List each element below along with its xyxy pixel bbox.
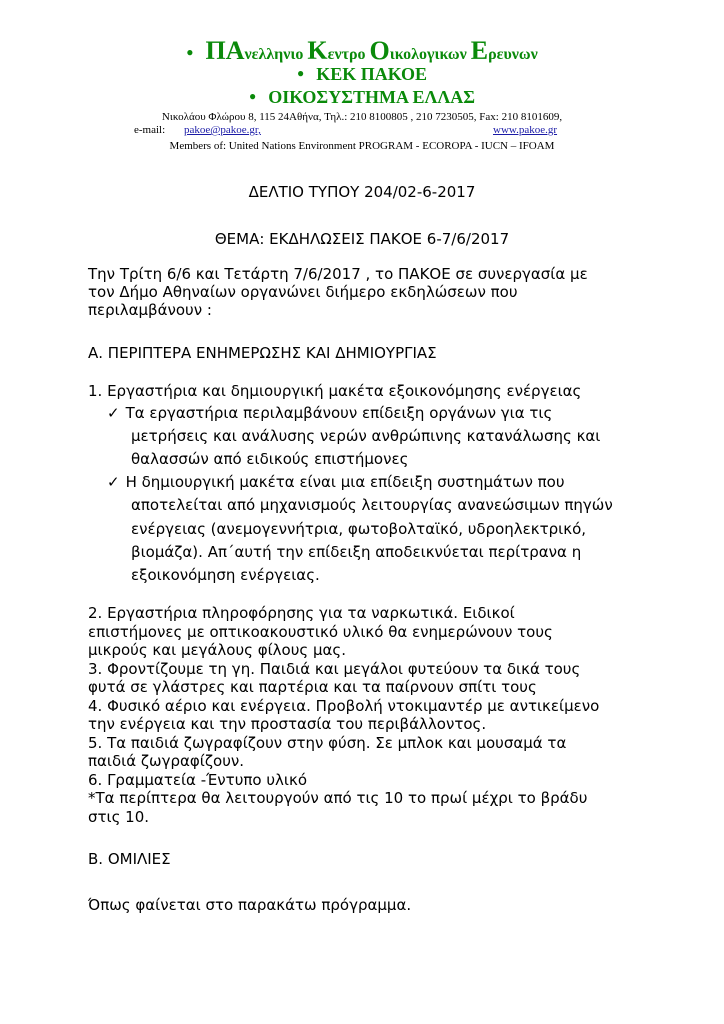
section-a-line: στις 10.	[88, 808, 150, 826]
letterhead-address: Νικολάου Φλώρου 8, 115 24Αθήνα, Τηλ.: 210 8100805 , 210 7230505, Fax: 210 8101609,	[161, 111, 563, 123]
bullet-icon: ●	[297, 66, 305, 80]
intro-line: περιλαμβάνουν :	[88, 301, 212, 319]
letterhead-ecosystem: ● ΟΙΚΟΣΥΣΤΗΜΑ ΕΛΛΑΣ	[248, 87, 476, 107]
bullet-line: ✓ Η δημιουργική μακέτα είναι μια επίδειξη συστημάτων που	[107, 473, 565, 491]
checkmark-icon: ✓	[107, 473, 120, 491]
letterhead-organization-name: ● ΠΑνελληνιο Κεντρο Οικολογικων Ερευνων	[186, 36, 538, 65]
section-a-line: φυτά σε γλάστρες και παρτέρια και τα παίρνουν σπίτι τους	[88, 678, 537, 696]
bullet-line: μετρήσεις και ανάλυσης νερών ανθρώπινης κατανάλωσης και	[131, 427, 601, 445]
bullet-line: θαλασσών από ειδικούς επιστήμονες	[131, 450, 409, 468]
bullet-line: εξοικονόμηση ενέργειας.	[131, 566, 320, 584]
bullet-icon: ●	[248, 89, 257, 103]
section-a-line: 3. Φροντίζουμε τη γη. Παιδιά και μεγάλοι φυτεύουν τα δικά τους	[88, 660, 581, 678]
email-label: e-mail:	[134, 124, 166, 136]
bullet-line: αποτελείται από μηχανισμούς λειτουργίας ανανεώσιμων πηγών	[131, 496, 613, 514]
section-a-line: επιστήμονες με οπτικοακουστικό υλικό θα ενημερώνουν τους	[88, 623, 553, 641]
bullet-line: βιομάζα). Απ΄αυτή την επίδειξη αποδεικνύεται περίτρανα η	[131, 543, 582, 561]
checkmark-icon: ✓	[107, 404, 120, 422]
section-a-line: *Τα περίπτερα θα λειτουργούν από τις 10 το πρωί μέχρι το βράδυ	[88, 789, 588, 807]
section-a-line: μικρούς και μεγάλους φίλους μας.	[88, 641, 346, 659]
bullet-line: ✓ Τα εργαστήρια περιλαμβάνουν επίδειξη οργάνων για τις	[107, 404, 553, 422]
intro-line: Την Τρίτη 6/6 και Τετάρτη 7/6/2017 , το ΠΑΚΟΕ σε συνεργασία με	[88, 265, 588, 283]
section-a-line: 4. Φυσικό αέριο και ενέργεια. Προβολή ντοκιμαντέρ με αντικείμενο	[88, 697, 600, 715]
section-a-line: την ενέργεια και την προστασία του περιβάλλοντος.	[88, 715, 487, 733]
section-a-heading: Α. ΠΕΡΙΠΤΕΡΑ ΕΝΗΜΕΡΩΣΗΣ ΚΑΙ ΔΗΜΙΟΥΡΓΙΑΣ	[88, 344, 437, 362]
section-a-line: παιδιά ζωγραφίζουν.	[88, 752, 245, 770]
email-link[interactable]: pakoe@pakoe.gr,	[184, 124, 261, 136]
letterhead-kek: ● ΚΕΚ ΠΑΚΟΕ	[297, 64, 427, 84]
bullet-line: ενέργειας (ανεμογεννήτρια, φωτοβολταϊκό, υδροηλεκτρικό,	[131, 520, 587, 538]
press-release-title: ΔΕΛΤΙΟ ΤΥΠΟΥ 204/02-6-2017	[248, 183, 476, 201]
section-b-text: Όπως φαίνεται στο παρακάτω πρόγραμμα.	[88, 896, 412, 914]
website-link[interactable]: www.pakoe.gr	[493, 124, 558, 136]
letterhead-members: Members of: United Nations Environment PROGRAM - ECOROPA - IUCN – IFOAM	[169, 140, 555, 152]
bullet-icon: ●	[186, 45, 194, 59]
section-a-line: 6. Γραμματεία -Έντυπο υλικό	[88, 771, 308, 789]
section-b-heading: Β. ΟΜΙΛΙΕΣ	[88, 850, 171, 868]
section-a-item-1: 1. Εργαστήρια και δημιουργική μακέτα εξοικονόμησης ενέργειας	[88, 382, 582, 400]
section-a-line: 2. Εργαστήρια πληροφόρησης για τα ναρκωτικά. Ειδικοί	[88, 604, 515, 622]
press-release-subject: ΘΕΜΑ: ΕΚΔΗΛΩΣΕΙΣ ΠΑΚΟΕ 6-7/6/2017	[214, 230, 510, 248]
section-a-line: 5. Τα παιδιά ζωγραφίζουν στην φύση. Σε μπλοκ και μουσαμά τα	[88, 734, 567, 752]
intro-line: τον Δήμο Αθηναίων οργανώνει διήμερο εκδηλώσεων που	[88, 283, 518, 301]
